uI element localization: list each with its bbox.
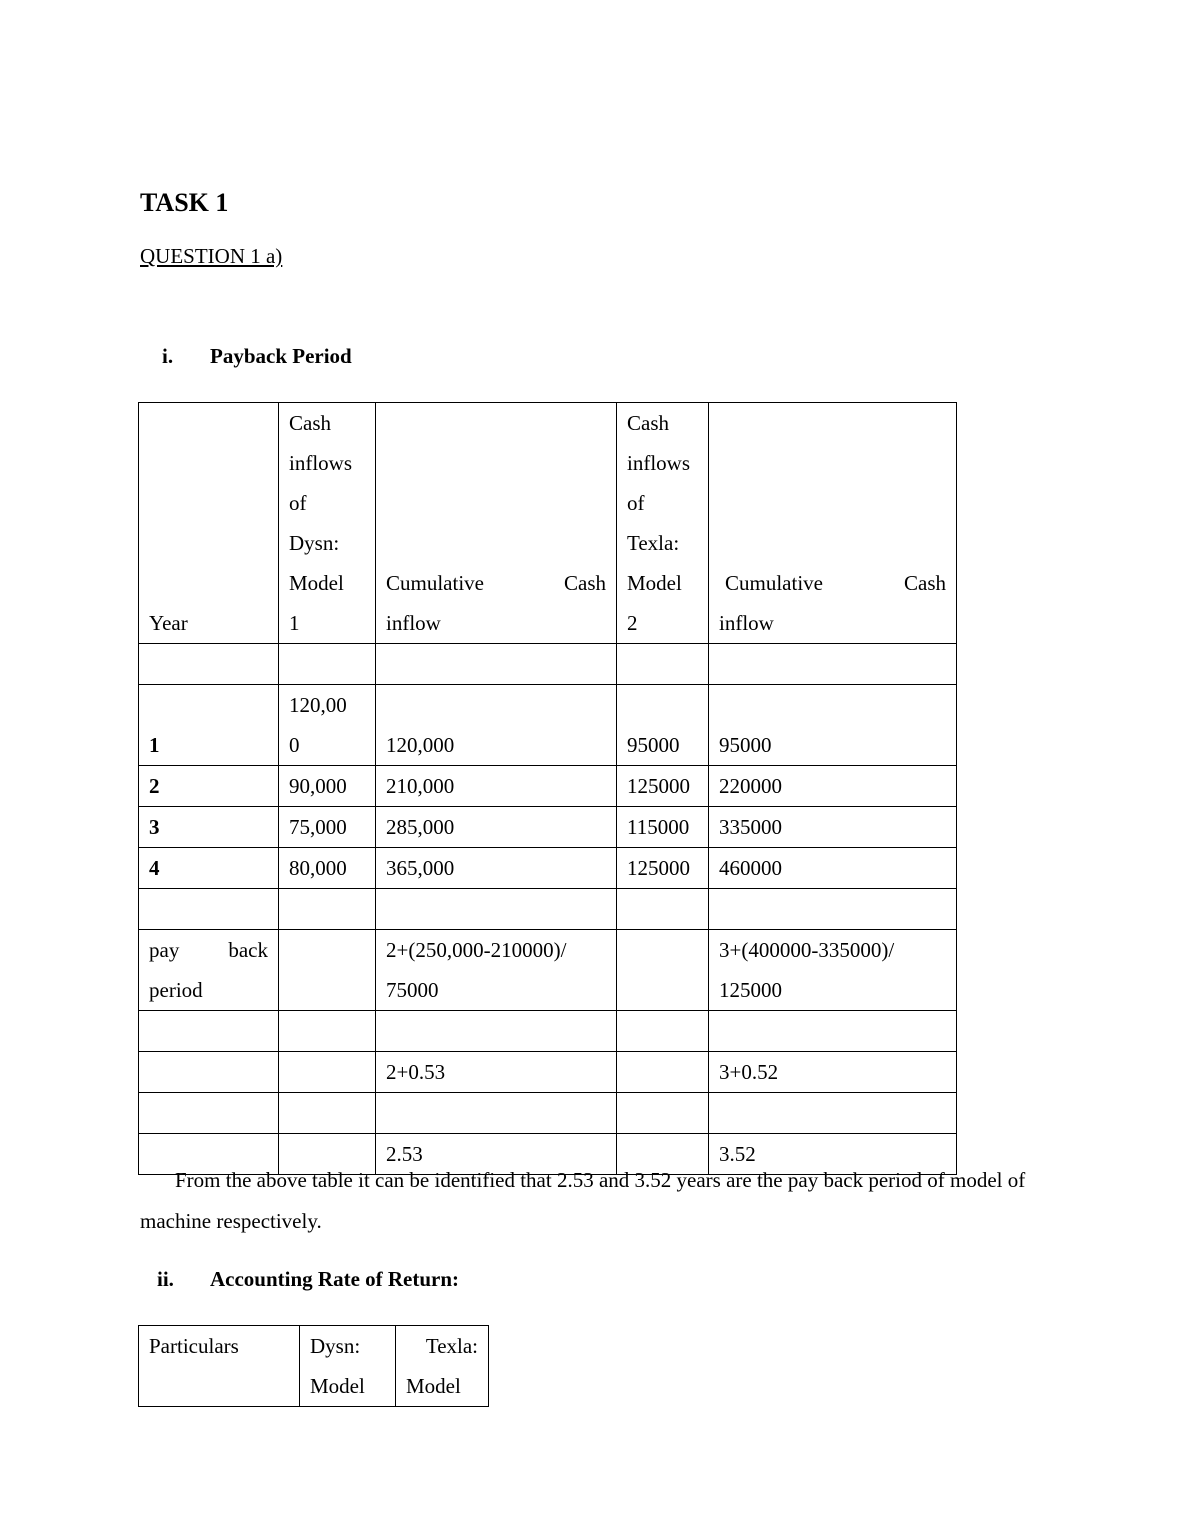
- section-heading-payback: [140, 342, 540, 370]
- arr-table: [138, 1325, 489, 1407]
- table-header-row: [139, 403, 957, 644]
- table-row-empty: [139, 889, 957, 930]
- table-row-empty: [139, 644, 957, 685]
- header-dysn: Dysn: Model: [300, 1326, 396, 1407]
- dysn-formula-cell: 2+(250,000-210000)/ 75000: [376, 930, 617, 1011]
- texla-inflow-cell: 115000: [617, 807, 709, 848]
- dysn-inflow-cell: 80,000: [279, 848, 376, 889]
- table-row: [139, 848, 957, 889]
- dysn-sum-cell: 2+0.53: [376, 1052, 617, 1093]
- payback-formula-row: [139, 930, 957, 1011]
- question-label: QUESTION 1 a): [140, 244, 283, 268]
- texla-formula-cell: 3+(400000-335000)/ 125000: [709, 930, 957, 1011]
- dysn-inflow-cell: 120,00 0: [279, 685, 376, 766]
- header-year: Year: [139, 403, 279, 644]
- section-title: Accounting Rate of Return:: [210, 1267, 460, 1291]
- payback-label-cell: pay back period: [139, 930, 279, 1011]
- dysn-result-cell: 2.53: [376, 1134, 617, 1175]
- header-dysn-inflow: Cash inflows of Dysn: Model 1: [279, 403, 376, 644]
- dysn-cumulative-cell: 365,000: [376, 848, 617, 889]
- year-cell: 1: [139, 685, 279, 766]
- dysn-cumulative-cell: 210,000: [376, 766, 617, 807]
- dysn-inflow-cell: 90,000: [279, 766, 376, 807]
- texla-cumulative-cell: 335000: [709, 807, 957, 848]
- header-texla: Texla: Model: [396, 1326, 489, 1407]
- header-texla-cumulative: Cumulative Cash inflow: [709, 403, 957, 644]
- arr-header-row: [139, 1326, 489, 1407]
- year-cell: 4: [139, 848, 279, 889]
- texla-cumulative-cell: 220000: [709, 766, 957, 807]
- dysn-inflow-cell: 75,000: [279, 807, 376, 848]
- year-cell: 2: [139, 766, 279, 807]
- section-heading-arr: [140, 1265, 640, 1293]
- table-row-empty: [139, 1093, 957, 1134]
- header-particulars: Particulars: [139, 1326, 300, 1407]
- conclusion-paragraph: From the above table it can be identified that 2.53 and 3.52 years are the pay back period of model of machine respectively.: [140, 1168, 1026, 1233]
- table-row: [139, 766, 957, 807]
- header-dysn-cumulative: Cumulative Cash inflow: [376, 403, 617, 644]
- section-title: Payback Period: [210, 344, 352, 368]
- task-title: TASK 1: [140, 188, 229, 217]
- texla-cumulative-cell: 95000: [709, 685, 957, 766]
- texla-result-cell: 3.52: [709, 1134, 957, 1175]
- texla-inflow-cell: 125000: [617, 848, 709, 889]
- dysn-cumulative-cell: 285,000: [376, 807, 617, 848]
- table-row: [139, 685, 957, 766]
- payback-table: [138, 402, 957, 1175]
- texla-cumulative-cell: 460000: [709, 848, 957, 889]
- texla-inflow-cell: 125000: [617, 766, 709, 807]
- header-texla-inflow: Cash inflows of Texla: Model 2: [617, 403, 709, 644]
- table-row-empty: [139, 1011, 957, 1052]
- texla-sum-cell: 3+0.52: [709, 1052, 957, 1093]
- section-number: ii.: [157, 1267, 174, 1291]
- texla-inflow-cell: 95000: [617, 685, 709, 766]
- year-cell: 3: [139, 807, 279, 848]
- dysn-cumulative-cell: 120,000: [376, 685, 617, 766]
- section-number: i.: [162, 344, 174, 368]
- table-row: [139, 807, 957, 848]
- payback-sum-row: [139, 1052, 957, 1093]
